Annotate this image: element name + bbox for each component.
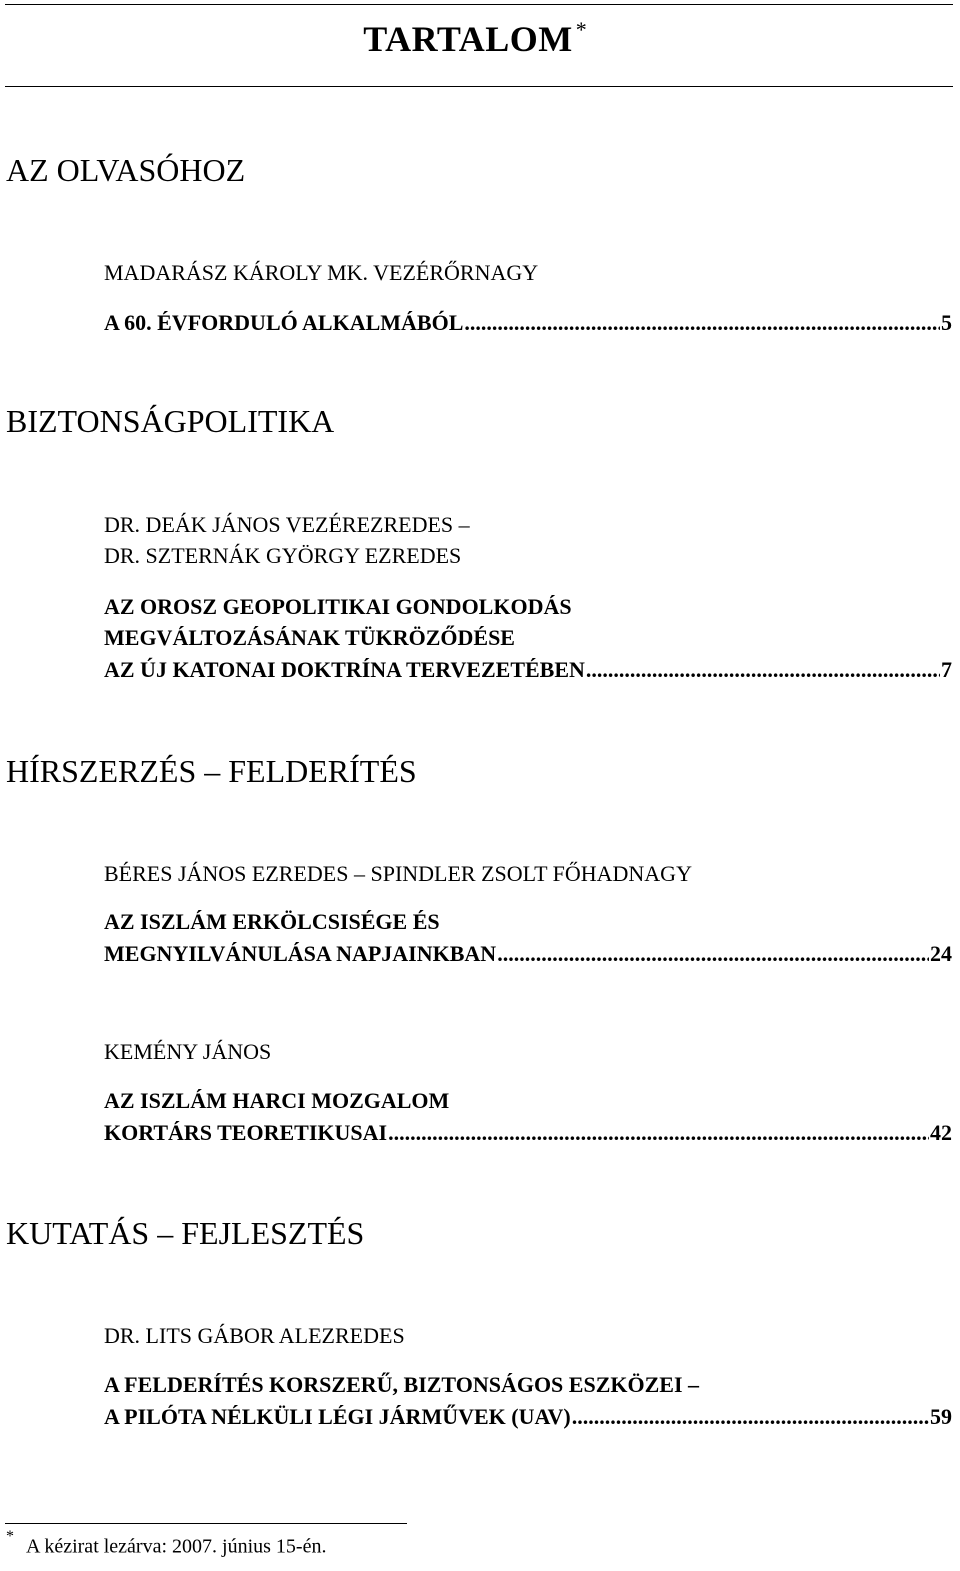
title-rule bbox=[5, 86, 953, 87]
dot-leader bbox=[388, 1120, 929, 1146]
article-author: BÉRES JÁNOS EZREDES – SPINDLER ZSOLT FŐHADNAGY bbox=[104, 861, 692, 886]
dot-leader bbox=[464, 310, 940, 336]
toc-entry[interactable] bbox=[104, 1404, 952, 1430]
section-heading: KUTATÁS – FEJLESZTÉS bbox=[6, 1215, 365, 1251]
article-title: A PILÓTA NÉLKÜLI LÉGI JÁRMŰVEK (UAV) bbox=[104, 1404, 571, 1429]
toc-entry[interactable] bbox=[104, 310, 952, 336]
article-title: A FELDERÍTÉS KORSZERŰ, BIZTONSÁGOS ESZKÖZEI – bbox=[104, 1372, 700, 1397]
dot-leader bbox=[586, 657, 940, 683]
toc-entry[interactable] bbox=[104, 1120, 952, 1146]
article-title: KORTÁRS TEORETIKUSAI bbox=[104, 1120, 388, 1145]
page-header bbox=[0, 18, 960, 60]
article-title: A 60. ÉVFORDULÓ ALKALMÁBÓL bbox=[104, 310, 464, 335]
page-number: 42 bbox=[930, 1120, 952, 1145]
page-number: 7 bbox=[941, 657, 952, 682]
section-heading: BIZTONSÁGPOLITIKA bbox=[6, 403, 335, 439]
page-number: 59 bbox=[930, 1404, 952, 1429]
page-number: 5 bbox=[941, 310, 952, 335]
top-rule bbox=[5, 4, 953, 5]
title-footnote-mark: * bbox=[575, 16, 587, 42]
article-title: AZ ÚJ KATONAI DOKTRÍNA TERVEZETÉBEN bbox=[104, 657, 585, 682]
section-heading: AZ OLVASÓHOZ bbox=[6, 152, 246, 188]
article-title: AZ ISZLÁM ERKÖLCSISÉGE ÉS bbox=[104, 909, 440, 934]
dot-leader bbox=[497, 941, 929, 967]
footnote-mark: * bbox=[6, 1528, 14, 1545]
article-author: KEMÉNY JÁNOS bbox=[104, 1039, 272, 1064]
article-title: AZ OROSZ GEOPOLITIKAI GONDOLKODÁS bbox=[104, 594, 572, 619]
page-number: 24 bbox=[930, 941, 952, 966]
toc-entry[interactable] bbox=[104, 657, 952, 683]
article-author: MADARÁSZ KÁROLY MK. VEZÉRŐRNAGY bbox=[104, 260, 539, 285]
toc-entry[interactable] bbox=[104, 941, 952, 967]
section-heading: HÍRSZERZÉS – FELDERÍTÉS bbox=[6, 753, 417, 789]
footnote-text: A kézirat lezárva: 2007. június 15-én. bbox=[26, 1535, 327, 1558]
article-author: DR. SZTERNÁK GYÖRGY EZREDES bbox=[104, 543, 462, 568]
article-title: MEGVÁLTOZÁSÁNAK TÜKRÖZŐDÉSE bbox=[104, 625, 515, 650]
dot-leader bbox=[572, 1404, 929, 1430]
article-title: AZ ISZLÁM HARCI MOZGALOM bbox=[104, 1088, 450, 1113]
footnote bbox=[6, 1528, 327, 1559]
page-title: TARTALOM bbox=[363, 19, 573, 59]
article-author: DR. LITS GÁBOR ALEZREDES bbox=[104, 1323, 405, 1348]
footnote-rule bbox=[5, 1523, 407, 1524]
article-title: MEGNYILVÁNULÁSA NAPJAINKBAN bbox=[104, 941, 497, 966]
article-author: DR. DEÁK JÁNOS VEZÉREZREDES – bbox=[104, 512, 470, 537]
